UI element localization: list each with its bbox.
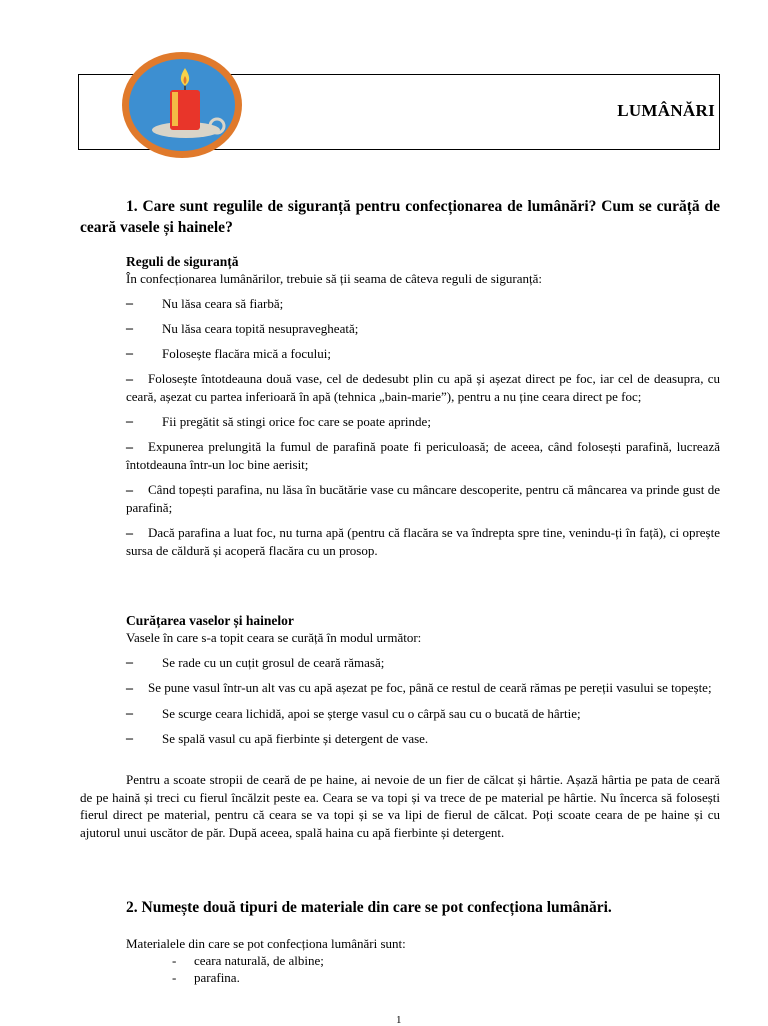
dash-bullet-icon: – <box>126 731 133 746</box>
dash-bullet-icon: – <box>126 346 133 361</box>
materials-intro: Materialele din care se pot confecționa lumânări sunt: <box>126 936 406 951</box>
list-item: – Se rade cu un cuțit grosul de ceară rămasă; <box>126 655 385 670</box>
safety-rules-list <box>126 295 720 559</box>
candle-logo-icon <box>120 50 244 160</box>
materials-section <box>126 935 720 986</box>
safety-rules-intro: În confecționarea lumânărilor, trebuie să ții seama de câteva reguli de siguranță: <box>126 271 543 286</box>
cleaning-section <box>126 612 720 747</box>
dash-bullet-icon: – <box>126 296 133 311</box>
list-item: – Nu lăsa ceara topită nesupravegheată; <box>126 321 359 336</box>
list-item: – Se pune vasul într-un alt vas cu apă așezat pe foc, până ce restul de ceară rămas pe pereții vasului se topește; <box>126 680 712 696</box>
clothes-cleaning-paragraph: Pentru a scoate stropii de ceară de pe haine, ai nevoie de un fier de călcat și hârtie. Așază hârtia pe pata de ceară de pe haină și treci cu fierul încălzit peste ea. Ceara se va topi și va trece de pe material pe hârtie. Nu încerca să folosești fierul direct pe material, pentru că ceara se va topi și se va lipi de fierul de călcat. Poți scoate ceara de pe haine și cu ajutorul unui uscător de păr. După aceea, spală haina cu apă fierbinte și detergent. <box>80 772 720 840</box>
list-item: – Nu lăsa ceara să fiarbă; <box>126 296 284 311</box>
page-number: 1 <box>396 1014 402 1026</box>
dash-bullet-icon: – <box>126 483 133 498</box>
dash-bullet-icon: – <box>126 526 133 541</box>
question-1-heading: 1. Care sunt regulile de siguranță pentru confecționarea de lumânări? Cum se curăță de ceară vasele și hainele? <box>80 198 720 236</box>
list-item: - ceara naturală, de albine; <box>172 953 324 968</box>
dash-bullet-icon: – <box>126 414 133 429</box>
list-item: - parafina. <box>172 970 240 985</box>
list-item: – Fii pregătit să stingi orice foc care se poate aprinde; <box>126 414 431 429</box>
cleaning-steps-list <box>126 654 720 747</box>
list-item: – Folosește flacăra mică a focului; <box>126 346 331 361</box>
list-item: – Expunerea prelungită la fumul de parafină poate fi periculoasă; de aceea, când folosești parafină, lucrează întotdeauna într-un loc bine aerisit; <box>126 439 720 472</box>
dash-bullet-icon: - <box>172 970 177 985</box>
cleaning-intro: Vasele în care s-a topit ceara se curăță în modul următor: <box>126 630 422 645</box>
materials-list <box>126 952 720 986</box>
dash-bullet-icon: – <box>126 321 133 336</box>
safety-rules-section <box>126 253 720 559</box>
list-item: – Când topești parafina, nu lăsa în bucătărie vase cu mâncare descoperite, pentru că mâncarea va prinde gust de parafină; <box>126 482 720 515</box>
dash-bullet-icon: – <box>126 681 133 696</box>
dash-bullet-icon: - <box>172 953 177 968</box>
list-item: – Dacă parafina a luat foc, nu turna apă (pentru că flacăra se va îndrepta spre tine, venindu-ți în față), ci oprește sursa de căldură și acoperă flacăra cu un prosop. <box>126 525 720 558</box>
list-item: – Folosește întotdeauna două vase, cel de dedesubt plin cu apă și așezat direct pe foc, iar cel de deasupra, cu ceară, așezat cu partea inferioară în apă (tehnica „bain-marie”), pentru a nu ține ceara direct pe foc; <box>126 371 720 404</box>
dash-bullet-icon: – <box>126 655 133 670</box>
safety-rules-title: Reguli de siguranță <box>126 254 239 269</box>
page-title: LUMÂNĂRI <box>617 101 715 120</box>
question-2-heading: 2. Numește două tipuri de materiale din care se pot confecționa lumânări. <box>126 899 612 916</box>
dash-bullet-icon: – <box>126 372 133 387</box>
list-item: – Se scurge ceara lichidă, apoi se șterge vasul cu o cârpă sau cu o bucată de hârtie; <box>126 706 581 721</box>
cleaning-title: Curățarea vaselor și hainelor <box>126 613 294 628</box>
list-item: – Se spală vasul cu apă fierbinte și detergent de vase. <box>126 731 429 746</box>
dash-bullet-icon: – <box>126 440 133 455</box>
dash-bullet-icon: – <box>126 706 133 721</box>
